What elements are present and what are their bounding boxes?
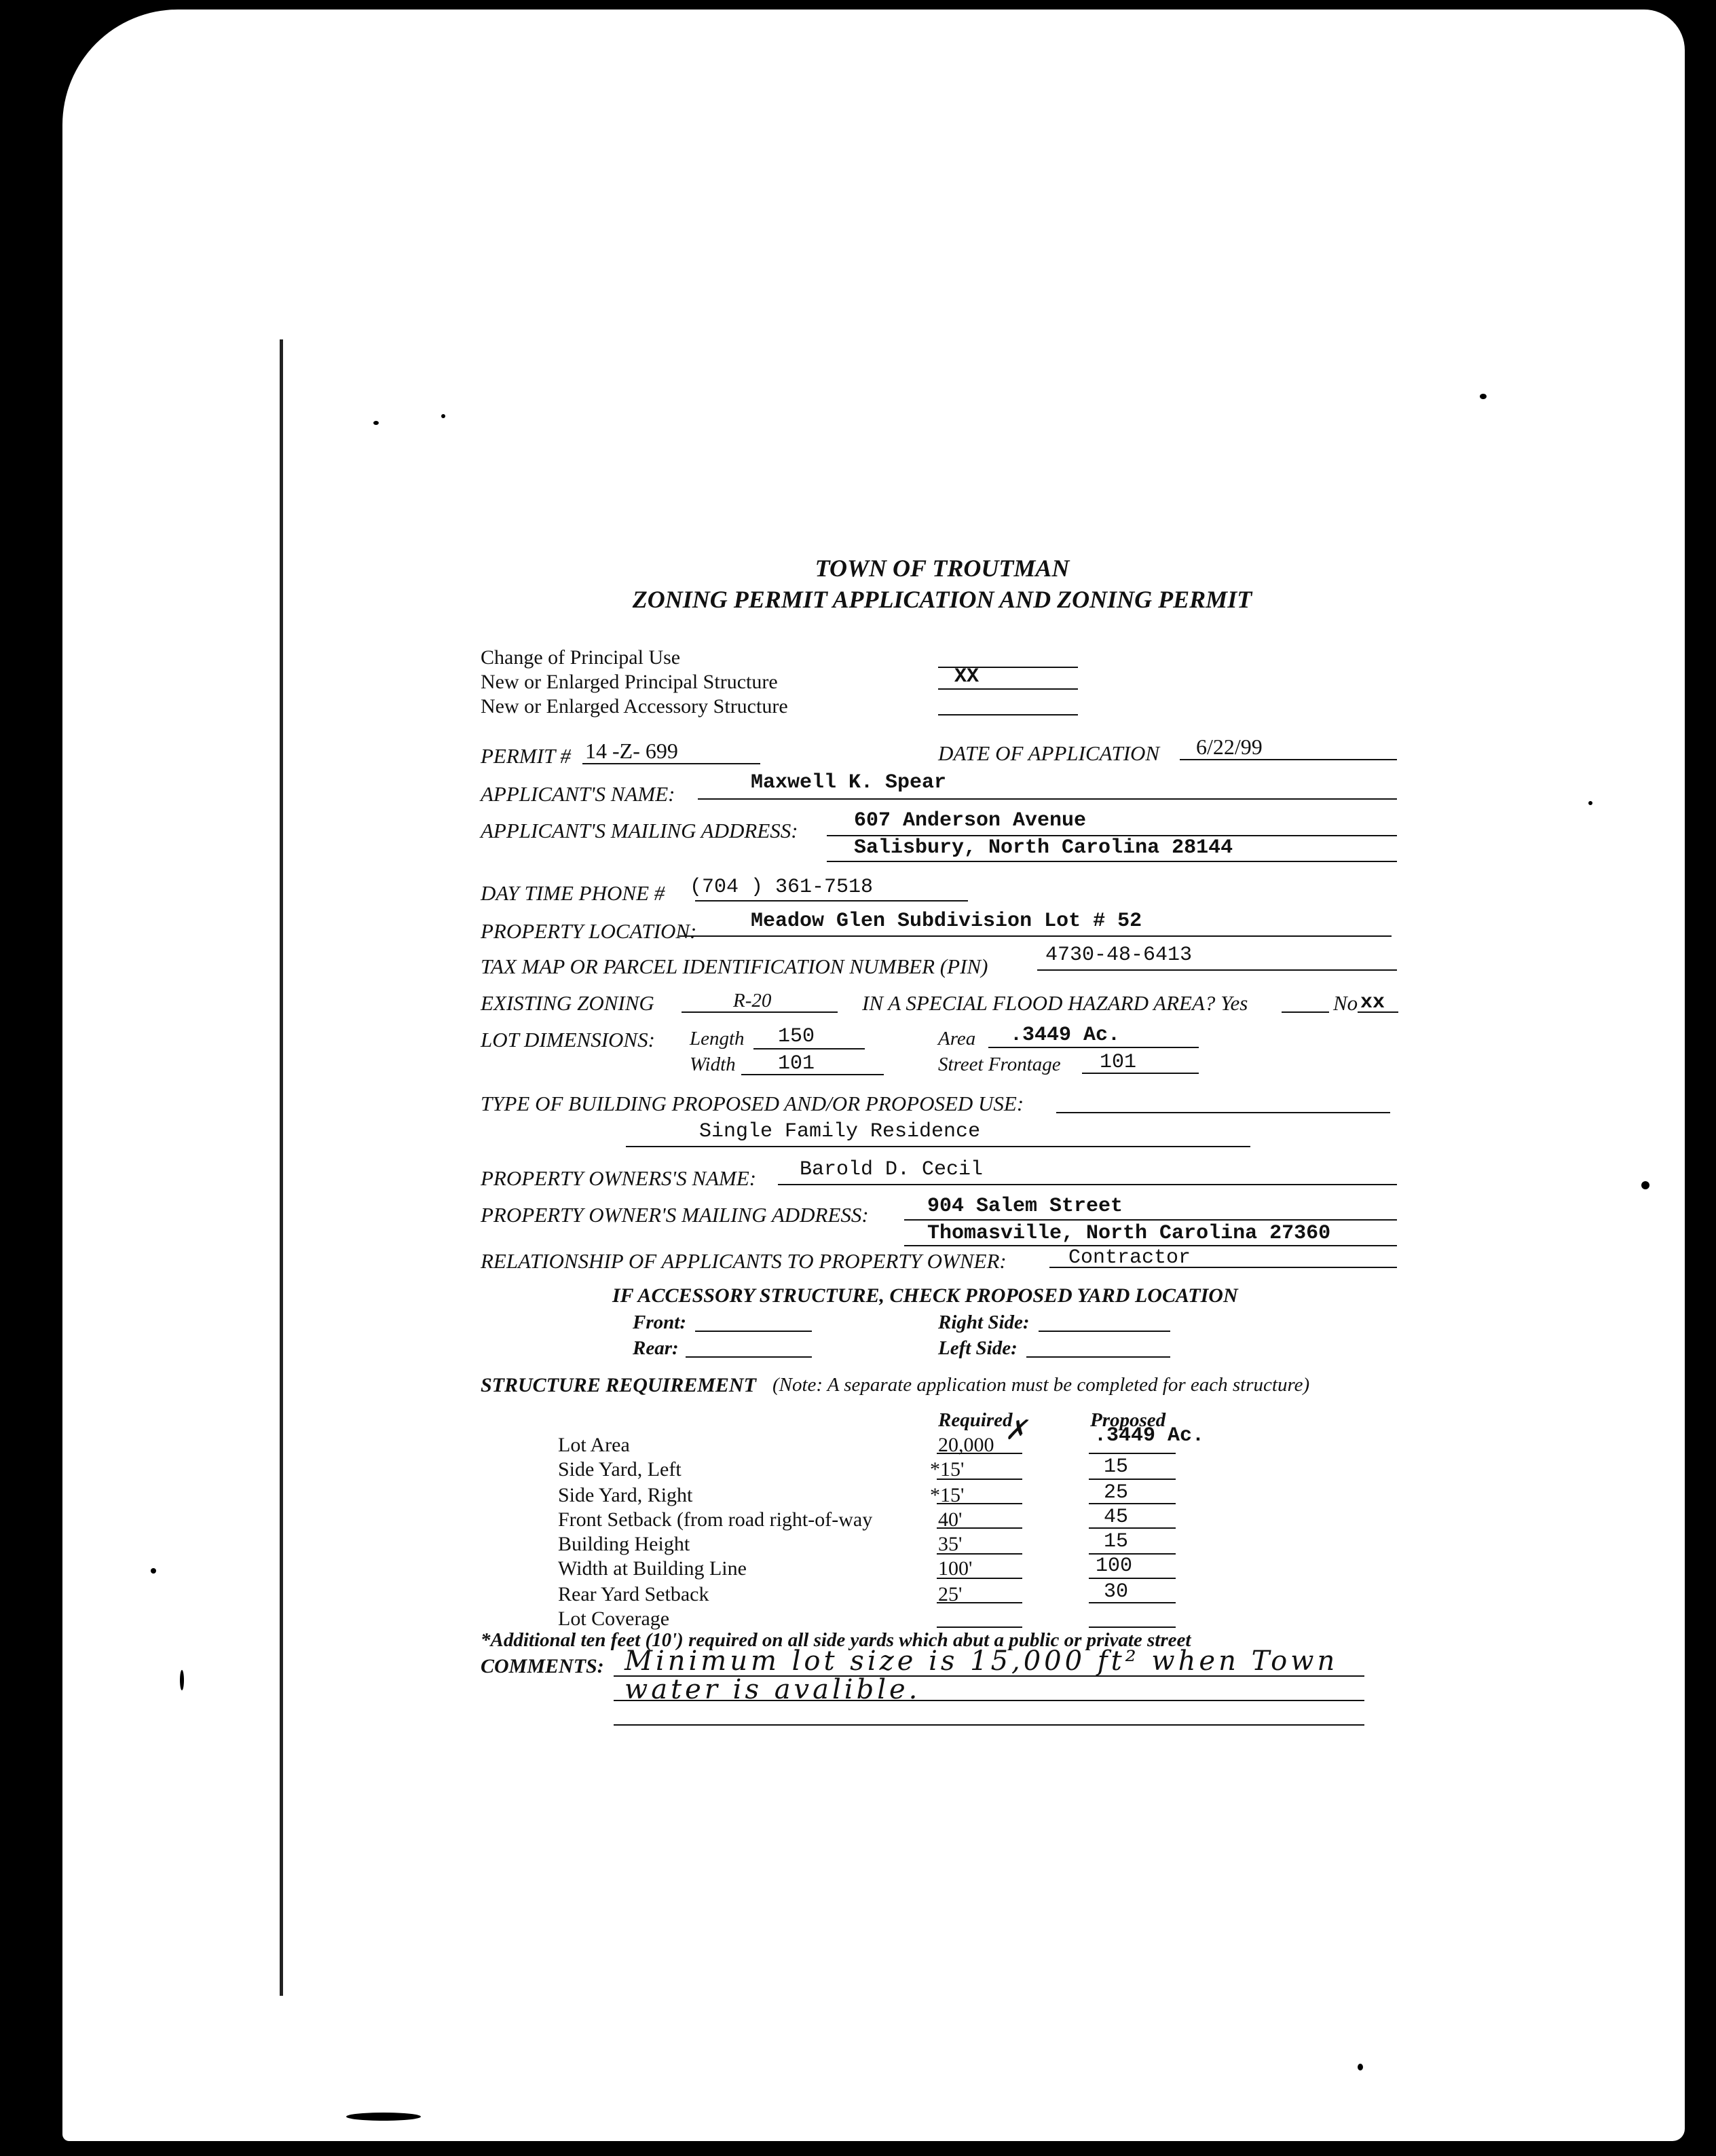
lot-width-line <box>741 1074 884 1075</box>
building-type-value: Single Family Residence <box>699 1120 981 1143</box>
building-type-line <box>626 1146 1250 1147</box>
use-type-mark: XX <box>954 665 980 688</box>
owner-address-line <box>904 1219 1397 1221</box>
table-row-proposed: 15 <box>1104 1455 1129 1479</box>
scan-speck <box>441 414 445 418</box>
table-row-label: Lot Area <box>558 1434 630 1456</box>
zoning-value: R-20 <box>733 990 772 1011</box>
accessory-front-label: Front: <box>633 1312 686 1333</box>
structure-footnote: *Additional ten feet (10') required on all side yards which abut a public or private street <box>481 1629 1191 1651</box>
date-line <box>1180 759 1397 760</box>
accessory-front-line <box>695 1331 812 1332</box>
owner-name-value: Barold D. Cecil <box>800 1158 984 1181</box>
document-page <box>62 10 1685 2141</box>
accessory-left-label: Left Side: <box>938 1337 1018 1359</box>
pin-line <box>1037 969 1397 971</box>
date-label: DATE OF APPLICATION <box>938 741 1160 765</box>
scan-speck <box>1480 394 1487 399</box>
zoning-label: EXISTING ZONING <box>481 991 654 1015</box>
table-row-label: Front Setback (from road right-of-way <box>558 1508 873 1531</box>
accessory-rear-label: Rear: <box>633 1337 679 1359</box>
proposed-line <box>1089 1578 1176 1579</box>
flood-no-label: No <box>1333 991 1358 1015</box>
lot-dimensions-label: LOT DIMENSIONS: <box>481 1028 655 1052</box>
proposed-line <box>1089 1627 1176 1628</box>
flood-label: IN A SPECIAL FLOOD HAZARD AREA? Yes <box>862 991 1248 1015</box>
pin-label: TAX MAP OR PARCEL IDENTIFICATION NUMBER (PIN) <box>481 954 988 978</box>
relationship-label: RELATIONSHIP OF APPLICANTS TO PROPERTY OWNER: <box>481 1249 1007 1273</box>
accessory-right-line <box>1039 1331 1170 1332</box>
owner-name-line <box>778 1184 1397 1185</box>
structure-note: (Note: A separate application must be completed for each structure) <box>772 1374 1310 1396</box>
table-row-proposed: 30 <box>1104 1580 1129 1603</box>
applicant-address-line1: 607 Anderson Avenue <box>854 809 1087 832</box>
table-row-required: 100' <box>938 1557 973 1580</box>
zoning-line <box>682 1011 838 1013</box>
relationship-value: Contractor <box>1068 1246 1191 1269</box>
comments-line <box>614 1700 1364 1701</box>
comments-line <box>614 1724 1364 1726</box>
applicant-address-line <box>827 861 1397 862</box>
document-subtitle: ZONING PERMIT APPLICATION AND ZONING PERMIT <box>632 586 1252 613</box>
owner-name-label: PROPERTY OWNERS'S NAME: <box>481 1166 757 1190</box>
scan-speck <box>151 1568 156 1574</box>
handwritten-check-mark: ✗ <box>1005 1415 1028 1446</box>
phone-value: (704 ) 361-7518 <box>690 876 874 899</box>
use-type-line <box>938 688 1078 690</box>
scan-speck <box>346 2113 421 2121</box>
pin-value: 4730-48-6413 <box>1045 944 1193 967</box>
applicant-name-value: Maxwell K. Spear <box>751 771 947 794</box>
structure-heading: STRUCTURE REQUIREMENT <box>481 1374 756 1396</box>
flood-yes-line <box>1282 1011 1329 1013</box>
comments-handwritten-line1: Minimum lot size is 15,000 ft² when Town <box>624 1646 1339 1677</box>
accessory-left-line <box>1026 1356 1170 1358</box>
comments-handwritten-line2: water is avalible. <box>624 1674 921 1705</box>
lot-frontage-value: 101 <box>1100 1051 1137 1074</box>
accessory-right-label: Right Side: <box>938 1312 1030 1333</box>
accessory-heading: IF ACCESSORY STRUCTURE, CHECK PROPOSED YARD LOCATION <box>612 1284 1238 1307</box>
scan-speck <box>1641 1181 1649 1189</box>
proposed-line <box>1089 1479 1176 1480</box>
use-type-change-principal: Change of Principal Use <box>481 646 681 669</box>
proposed-line <box>1089 1503 1176 1504</box>
required-line <box>937 1453 1022 1454</box>
proposed-line <box>1089 1453 1176 1454</box>
scan-speck <box>1588 801 1592 805</box>
table-row-required: *15' <box>930 1458 965 1481</box>
table-row-required: 35' <box>938 1533 963 1555</box>
owner-address-label: PROPERTY OWNER'S MAILING ADDRESS: <box>481 1203 869 1227</box>
required-line <box>937 1479 1022 1480</box>
lot-length-value: 150 <box>778 1025 815 1048</box>
lot-area-line <box>988 1047 1199 1048</box>
lot-width-value: 101 <box>778 1052 815 1075</box>
building-type-line <box>1056 1112 1390 1113</box>
permit-line <box>582 763 760 764</box>
applicant-address-line2: Salisbury, North Carolina 28144 <box>854 836 1233 859</box>
applicant-address-label: APPLICANT'S MAILING ADDRESS: <box>481 819 798 842</box>
use-type-line <box>938 714 1078 715</box>
phone-line <box>695 900 968 902</box>
scan-speck <box>180 1670 184 1690</box>
col-required-header: Required <box>938 1409 1013 1431</box>
col-proposed-header: Proposed <box>1090 1409 1166 1431</box>
lot-length-label: Length <box>690 1028 745 1049</box>
lot-frontage-label: Street Frontage <box>938 1054 1061 1075</box>
lot-area-value: .3449 Ac. <box>1010 1024 1121 1047</box>
owner-address-line1: 904 Salem Street <box>927 1195 1123 1218</box>
table-row-label: Side Yard, Left <box>558 1458 682 1481</box>
table-row-label: Width at Building Line <box>558 1557 747 1580</box>
scan-speck <box>373 421 379 425</box>
use-type-new-accessory: New or Enlarged Accessory Structure <box>481 695 788 718</box>
table-row-proposed: 100 <box>1096 1555 1133 1578</box>
table-row-label: Rear Yard Setback <box>558 1583 709 1605</box>
property-location-label: PROPERTY LOCATION: <box>481 919 697 943</box>
applicant-name-line <box>698 798 1397 800</box>
required-line <box>937 1503 1022 1504</box>
proposed-line <box>1089 1602 1176 1603</box>
required-line <box>937 1553 1022 1555</box>
accessory-rear-line <box>686 1356 812 1358</box>
lot-frontage-line <box>1082 1073 1199 1074</box>
owner-address-line2: Thomasville, North Carolina 27360 <box>927 1222 1331 1245</box>
scan-speck <box>1358 2064 1363 2070</box>
flood-no-line <box>1358 1011 1398 1013</box>
permit-number: 14 -Z- 699 <box>585 739 678 763</box>
permit-label: PERMIT # <box>481 744 571 768</box>
date-value: 6/22/99 <box>1196 735 1263 759</box>
document-title: TOWN OF TROUTMAN <box>815 555 1070 582</box>
lot-length-line <box>753 1048 865 1049</box>
comments-label: COMMENTS: <box>481 1655 604 1677</box>
required-line <box>937 1527 1022 1529</box>
property-location-value: Meadow Glen Subdivision Lot # 52 <box>751 910 1142 933</box>
table-row-label: Lot Coverage <box>558 1607 670 1630</box>
use-type-new-principal: New or Enlarged Principal Structure <box>481 671 778 693</box>
table-row-required: 20,000 <box>938 1434 994 1456</box>
relationship-line <box>1049 1267 1397 1268</box>
property-location-line <box>679 935 1392 937</box>
required-line <box>937 1578 1022 1579</box>
table-row-required: 40' <box>938 1508 963 1531</box>
table-row-proposed: 15 <box>1104 1530 1129 1553</box>
flood-no-value: xx <box>1360 991 1385 1014</box>
proposed-line <box>1089 1527 1176 1529</box>
building-type-label: TYPE OF BUILDING PROPOSED AND/OR PROPOSED USE: <box>481 1092 1024 1115</box>
table-row-label: Side Yard, Right <box>558 1484 693 1506</box>
table-row-required: *15' <box>930 1484 965 1506</box>
table-row-proposed: .3449 Ac. <box>1094 1424 1205 1447</box>
table-row-proposed: 45 <box>1104 1506 1129 1529</box>
table-row-required: 25' <box>938 1583 963 1605</box>
lot-width-label: Width <box>690 1054 736 1075</box>
table-row-label: Building Height <box>558 1533 690 1555</box>
lot-area-label: Area <box>938 1028 976 1049</box>
required-line <box>937 1627 1022 1628</box>
table-row-proposed: 25 <box>1104 1481 1129 1504</box>
required-line <box>937 1602 1022 1603</box>
applicant-name-label: APPLICANT'S NAME: <box>481 782 675 806</box>
phone-label: DAY TIME PHONE # <box>481 881 665 905</box>
